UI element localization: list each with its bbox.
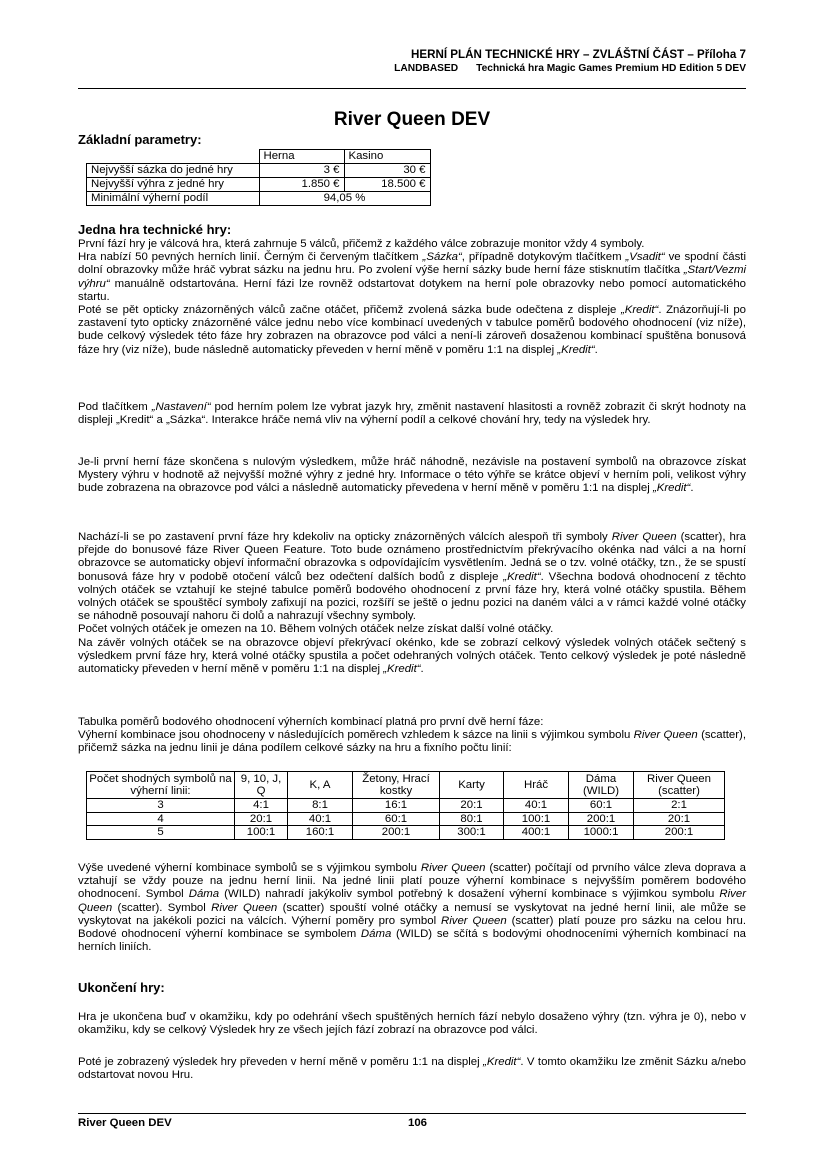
basic-params-table [86,149,431,206]
paytable-cell: 60:1 [353,812,440,826]
paytable-intro: Tabulka poměrů bodového ohodnocení výherních kombinací platná pro první dvě herní fáze: Výherní kombinace jsou ohodnoceny v následujících poměrech vzhledem k sázce na linii s výjimkou symbolu River Queen (scatter), přičemž sázka na jednu linii je dána podílem celkové sázky na hru a fixního počtu linií: [78,716,747,755]
paytable-cell: 20:1 [235,812,288,826]
param-kasino: 18.500 € [344,178,430,192]
paytable-header-cell: Žetony, Hrací kostky [353,772,440,799]
paytable [86,771,725,840]
paytable-header-cell: Karty [440,772,504,799]
paytable-header-cell: K, A [288,772,353,799]
bonus-paragraph: Nachází-li se po zastavení první fáze hry kdekoliv na opticky znázorněných válcích alespoň tři symboly River Queen (scatter), hra přejde do bonusové fáze River Queen Feature. Toto bude oznámeno prostřednictvím překrývacího okénka nad válci a na horní obrazovce se automaticky objeví informační obrazovka s odpovídajícím vysvětlením. Jedná se o tzv. volné otáčky, tzn., že se spustí bonusová fáze hry v podobě otočení válců bez odečtení dalších bodů z displeje „Kredit“. Všechna bodová ohodnocení z těchto volných otáček se vztahují ke stejné tabulce poměrů bodového ohodnocení z první fáze hry, která volné otáčky spustila. Během volných otáček se spouštěcí symboly zafixují na pozici, rozšíří se ještě o jednu pozici na daném válci a v rámci každé volné otáčky se náhodně posouvají nahoru či dolů a nahrazují všechny symboly. Počet volných otáček je omezen na 10. Během volných otáček nelze získat další volné otáčky. Na závěr volných otáček se na obrazovce objeví překrývací okénko, kde se zobrazí celkový výsledek volných otáček sečtený s výsledkem první fáze hry, která volné otáčky spustila a počet odehraných volných otáček. Tento celkový výsledek je poté následně automaticky převeden v herní měně v poměru 1:1 na displej „Kredit“. [78,531,746,676]
paytable-header-cell: Počet shodných symbolů na výherní linii: [87,772,235,799]
end-paragraph-1: Hra je ukončena buď v okamžiku, kdy po odehrání všech spuštěných herních fází nebylo dosaženo výhry (tzn. výhra je 0), nebo v okamžiku, kdy se celkový Výsledek hry ze všech jejích fází zobrazí na obrazovce pod válci. [78,1011,746,1037]
header-landbased: LANDBASED [394,63,459,74]
paytable-cell: 20:1 [634,812,725,826]
page-header [394,48,746,75]
param-label: Minimální výherní podíl [87,192,260,206]
page-title: River Queen DEV [333,109,491,130]
paytable-cell: 16:1 [353,799,440,813]
game-paragraph-1: První fází hry je válcová hra, která zahrnuje 5 válců, přičemž z každého válce zobrazuje monitor vždy 4 symboly. Hra nabízí 50 pevných herních linií. Černým či červeným tlačítkem „Sázka“, případně dotykovým tlačítkem „Vsadit“ ve spodní části dolní obrazovky může hráč vybrat sázku na jednu hru. Po zvolení výše herní sázky bude herní fáze stisknutím tlačítka „Start/Vezmi výhru“ manuálně odstartována. Herní fázi lze rovněž odstartovat dotykem na herní pole obrazovky nebo pomocí automatického startu. Poté se pět opticky znázorněných válců začne otáčet, přičemž zvolená sázka bude odečtena z displeje „Kredit“. Znázorňují-li po zastavení tyto opticky znázorněné válce jednu nebo více kombinací uvedených v tabulce poměrů bodového ohodnocení (viz níže), bude celkový výsledek této fáze hry zobrazen na obrazovce pod válci a není-li zároveň dosaženou kombinací spuštěna bonusová fáze hry (viz níže), bude následně automaticky převeden v herní měně v poměru 1:1 na displej „Kredit“. [78,238,746,356]
params-header-row [87,150,431,164]
paytable-cell: 3 [87,799,235,813]
paytable-row [87,826,725,840]
paytable-cell: 8:1 [288,799,353,813]
paytable-header-cell: Dáma (WILD) [569,772,634,799]
paytable-cell: 100:1 [504,812,569,826]
paytable-cell: 400:1 [504,826,569,840]
paytable-header-cell: Hráč [504,772,569,799]
paytable-row [87,799,725,813]
param-herna: 1.850 € [259,178,344,192]
paytable-cell: 2:1 [634,799,725,813]
basic-params-heading: Základní parametry: [78,132,202,147]
header-subtitle [394,62,746,75]
paytable-cell: 5 [87,826,235,840]
param-label: Nejvyšší výhra z jedné hry [87,178,260,192]
footer-game-name: River Queen DEV [78,1117,172,1129]
paytable-cell: 200:1 [569,812,634,826]
paytable-header-row [87,772,725,799]
paytable-header-cell: River Queen (scatter) [634,772,725,799]
end-paragraph-2: Poté je zobrazený výsledek hry převeden v herní měně v poměru 1:1 na displej „Kredit“. V tomto okamžiku lze změnit Sázku a/nebo odstartovat novou Hru. [78,1056,747,1082]
mystery-paragraph: Je-li první herní fáze skončena s nulovým výsledkem, může hráč náhodně, nezávisle na postavení symbolů na obrazovce získat Mystery výhru v hodnotě až nejvyšší možné výhry z jedné hry. Informace o této výhře se krátce objeví v herním poli, velikost výhry bude zobrazena na obrazovce pod válci a následně automaticky převedena v herní měně v poměru 1:1 na displej „Kredit“. [78,456,746,495]
paytable-row [87,812,725,826]
paytable-cell: 40:1 [504,799,569,813]
paytable-cell: 160:1 [288,826,353,840]
paytable-cell: 1000:1 [569,826,634,840]
footer-divider [78,1113,746,1114]
end-heading: Ukončení hry: [78,980,165,995]
params-row [87,164,431,178]
header-title: HERNÍ PLÁN TECHNICKÉ HRY – ZVLÁŠTNÍ ČÁST – Příloha 7 [411,48,746,61]
param-rtp: 94,05 % [259,192,430,206]
settings-paragraph: Pod tlačítkem „Nastavení“ pod herním polem lze vybrat jazyk hry, změnit nastavení hlasitosti a rovněž zobrazit či skrýt hodnoty na displeji „Kredit“ a „Sázka“. Interakce hráče nemá vliv na výherní podíl a celkové chování hry, tedy na výsledek hry. [78,401,746,427]
paytable-cell: 300:1 [440,826,504,840]
page-number: 106 [408,1117,428,1129]
paytable-cell: 200:1 [353,826,440,840]
paytable-cell: 200:1 [634,826,725,840]
paytable-cell: 20:1 [440,799,504,813]
paytable-header-cell: 9, 10, J, Q [235,772,288,799]
game-heading: Jedna hra technické hry: [78,222,232,237]
param-label: Nejvyšší sázka do jedné hry [87,164,260,178]
paytable-cell: 4:1 [235,799,288,813]
col-herna: Herna [259,150,344,164]
paytable-cell: 100:1 [235,826,288,840]
paytable-cell: 4 [87,812,235,826]
param-kasino: 30 € [344,164,430,178]
rules-paragraph: Výše uvedené výherní kombinace symbolů se s výjimkou symbolu River Queen (scatter) počítají od prvního válce zleva doprava a vztahují se vždy pouze na jednu herní linii. Na jedné linii platí pouze výherní kombinace s nejvyšším poměrem bodového ohodnocení. Symbol Dáma (WILD) nahradí jakýkoliv symbol potřebný k dosažení výherní kombinace s výjimkou symbolu River Queen (scatter). Symbol River Queen (scatter) spouští volné otáčky a nemusí se vyskytovat na jedné herní linii, ale může se vyskytovat na jakékoli pozici na válcích. Výherní poměry pro symbol River Queen (scatter) platí pouze pro sázku na celou hru. Bodové ohodnocení výherní kombinace se symbolem Dáma (WILD) se sčítá s bodovými ohodnoceními výherních kombinací na herních liniích. [78,862,747,954]
param-herna: 3 € [259,164,344,178]
params-row [87,178,431,192]
params-row [87,192,431,206]
header-divider [78,88,746,89]
header-game-name: Technická hra Magic Games Premium HD Edition 5 DEV [476,63,746,74]
paytable-cell: 40:1 [288,812,353,826]
paytable-cell: 80:1 [440,812,504,826]
col-kasino: Kasino [344,150,430,164]
paytable-cell: 60:1 [569,799,634,813]
